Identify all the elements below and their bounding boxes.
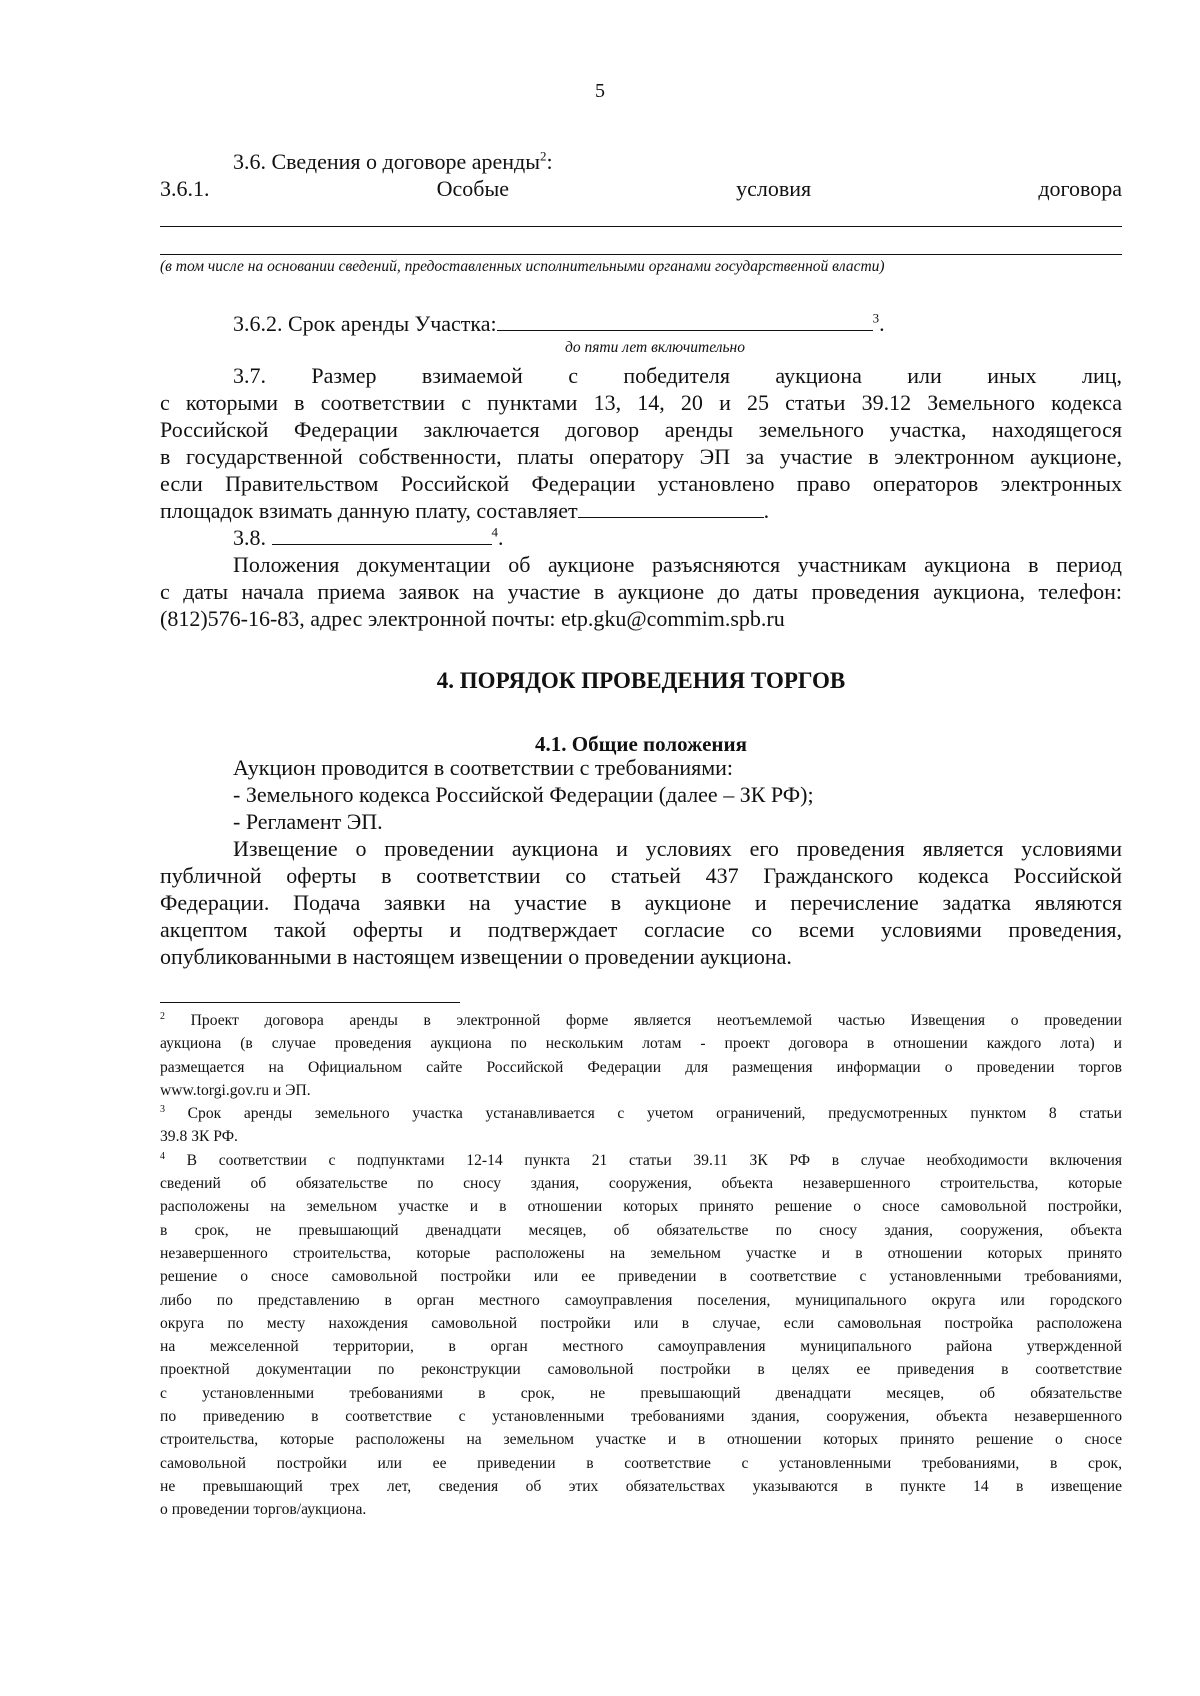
section-3-7: 3.7. Размер взимаемой с победителя аукциона или иных лиц, с которыми в соответствии с пунктами 13, 14, 20 и 25 статьи 39.12 Земельного кодекса Российской Федерации заключается договор аренды земельного участка, находящегося в государственной собственности, платы оператору ЭП за участие в электронном аукционе, если Правительством Российской Федерации установлено право операторов электронных площадок взимать данную плату, составляет . 3.8. $^4$. Положения документации об аукционе разъясняются участникам аукциона в период с даты начала приема заявок на участие в аукционе до даты проведения аукциона, телефон: (812)576-16-83, адрес электронной почты: etp.gku@commim.spb.ru xyxy=(160,363,1122,631)
section-3-8: 3.8. $^4$. xyxy=(233,524,504,550)
fill-in-line-2 xyxy=(160,254,1122,255)
footnote-2: $^2$ Проект договора аренды в электронной форме является неотъемлемой частью Извещения о проведении xyxy=(160,1010,1122,1029)
explain-line-1: Положения документации об аукционе разъясняются участникам аукциона в период xyxy=(233,552,1122,577)
general-provisions: Аукцион проводится в соответствии с требованиями: - Земельного кодекса Российской Федерации (далее – ЗК РФ); - Регламент ЭП. Извещение о проведении аукциона и условиях его проведения является условиями публичной оферты в соответствии со статьей 437 Гражданского кодекса Российской Федерации. Подача заявки на участие в аукционе и перечисление задатка являются акцептом такой оферты и подтверждает согласие со всеми условиями проведения, опубликованными в настоящем извещении о проведении аукциона. xyxy=(160,755,1122,969)
page-number: 5 xyxy=(595,80,605,102)
footnote-3: $^3$ Срок аренды земельного участка устанавливается с учетом ограничений, предусмотренных пунктом 8 статьи xyxy=(160,1104,1123,1123)
section-3-6 xyxy=(160,148,1122,202)
term-note: до пяти лет включительно xyxy=(565,339,745,356)
section-4-title: 4. ПОРЯДОК ПРОВЕДЕНИЯ ТОРГОВ xyxy=(436,668,846,693)
section-3-6-1-line: 3.6.1. Особые условия договора xyxy=(160,176,1122,201)
footnote-separator xyxy=(160,1002,460,1003)
lease-term-blank xyxy=(497,310,873,331)
footnote-4: $^4$ В соответствии с подпунктами 12-14 пункта 21 статьи 39.11 ЗК РФ в случае необходимости включения xyxy=(160,1150,1122,1169)
section-3-6-1-num: 3.6.1. xyxy=(160,176,210,201)
fee-blank xyxy=(578,497,764,518)
explain-line-3: (812)576-16-83, адрес электронной почты: etp.gku@commim.spb.ru xyxy=(160,606,785,631)
fill-in-line-1 xyxy=(160,226,1122,227)
section-3-6-2: 3.6.2. Срок аренды Участка: $^3$. xyxy=(233,310,885,336)
explain-line-2: с даты начала приема заявок на участие в аукционе до даты проведения аукциона, телефон: xyxy=(160,579,1122,604)
authority-note: (в том числе на основании сведений, предоставленных исполнительными органами государственной власти) xyxy=(160,258,885,275)
section-4-1-title: 4.1. Общие положения xyxy=(535,732,747,756)
section-3-8-blank xyxy=(272,524,492,545)
section-3-6-title: 3.6. Сведения о договоре аренды$^2$: xyxy=(233,148,553,174)
footnotes: $^2$ Проект договора аренды в электронной форме является неотъемлемой частью Извещения о проведении аукциона (в случае проведения аукциона по нескольким лотам - проект договора в отношении каждого лота) и размещается на Официальном сайте Российской Федерации для размещения информации о проведении торгов www.torgi.gov.ru и ЭП. $^3$ Срок аренды земельного участка устанавливается с учетом ограничений, предусмотренных пунктом 8 статьи 39.8 ЗК РФ. $^4$ В соответствии с подпунктами 12-14 пункта 21 статьи 39.11 ЗК РФ в случае необходимости включения сведений об обязательстве по сносу здания, сооружения, объекта незавершенного строительства, которые расположены на земельном участке и в отношении которых принято решение о сносе самовольной постройки, в срок, не превышающий двенадцати месяцев, об обязательстве по сносу здания, сооружения, объекта незавершенного строительства, которые расположены на земельном участке и в отношении которых принято решение о сносе самовольной постройки или ее приведении в соответствие с установленными требованиями, либо по представлению в орган местного самоуправления поселения, муниципального округа или городского округа по месту нахождения самовольной постройки или в случае, если самовольная постройка расположена на межселенной территории, в орган местного самоуправления муниципального района утвержденной проектной документации по реконструкции самовольной постройки в целях ее приведения в соответствие с установленными требованиями в срок, не превышающий двенадцати месяцев, об обязательстве по приведению в соответствие с установленными требованиями здания, сооружения, объекта незавершенного строительства, которые расположены на земельном участке и в отношении которых принято решение о сносе самовольной постройки или ее приведении в соответствие с установленными требованиями, в срок, не превышающий трех лет, сведения об этих обязательствах указываются в пункте 14 в извещение о проведении торгов/аукциона. xyxy=(160,1010,1123,1519)
